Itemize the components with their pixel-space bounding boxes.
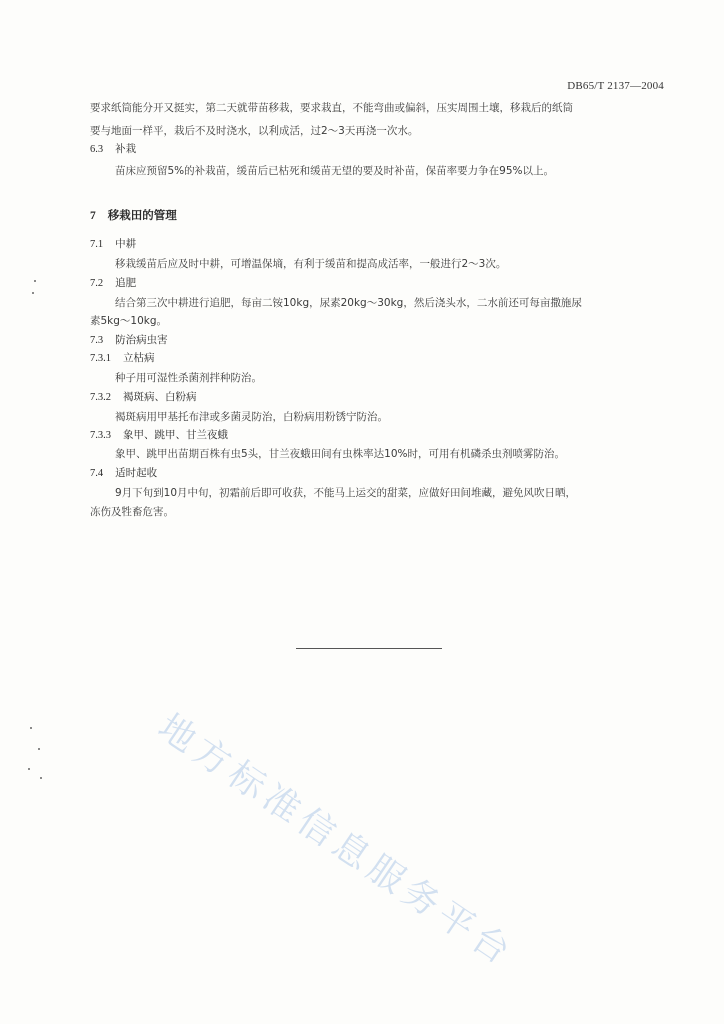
body-text-line: 种子用可湿性杀菌剂拌种防治。 [115,372,262,384]
section-number: 7 [90,210,96,222]
body-text-line: 冻伤及牲畜危害。 [90,506,174,518]
clause-heading-7-1 [90,237,136,252]
clause-title: 防治病虫害 [115,334,168,346]
clause-heading-7-3-3 [90,428,228,443]
body-text-line: 结合第三次中耕进行追肥，每亩二铵10kg，尿素20kg～30kg，然后浇头水，二水前还可每亩撒施尿 [115,297,582,309]
clause-title: 追肥 [115,277,137,289]
watermark-stamp: 地方标准信息服务平台 [150,706,522,976]
clause-heading-7-3-2 [90,390,197,405]
clause-title: 立枯病 [123,352,155,364]
scan-speck [40,777,42,779]
clause-title: 象甲、跳甲、甘兰夜蛾 [123,429,228,441]
body-text-line: 苗床应预留5%的补栽苗，缓苗后已枯死和缓苗无望的要及时补苗，保苗率要力争在95%以上。 [115,165,554,177]
clause-number: 7.3.1 [90,353,111,364]
scan-speck [30,727,32,729]
body-text-line: 9月下旬到10月中旬，初霜前后即可收获，不能马上运交的甜菜，应做好田间堆藏，避免风吹日晒， [115,487,577,499]
clause-heading-6-3 [90,142,136,157]
scan-speck [28,768,30,770]
clause-number: 7.3.2 [90,392,111,403]
body-text-line: 要与地面一样平，栽后不及时浇水，以利成活，过2～3天再浇一次水。 [90,125,419,137]
body-text-line: 移栽缓苗后应及时中耕，可增温保墒，有利于缓苗和提高成活率，一般进行2～3次。 [115,258,507,270]
clause-number: 7.2 [90,278,104,289]
clause-heading-7-3-1 [90,351,155,366]
clause-title: 补栽 [115,143,137,155]
scan-speck [38,748,40,750]
clause-heading-7-2 [90,276,136,291]
body-text-line: 要求纸筒能分开又挺实，第二天就带苗移栽，要求栽直，不能弯曲或偏斜，压实周围土壤，移栽后的纸筒 [90,102,573,114]
end-rule [296,648,442,649]
clause-heading-7-3 [90,333,168,348]
clause-title: 中耕 [115,238,137,250]
clause-heading-7-4 [90,466,157,481]
clause-title: 褐斑病、白粉病 [123,391,197,403]
scan-speck [34,280,36,282]
clause-number: 6.3 [90,144,104,155]
standard-code: DB65/T 2137—2004 [567,80,664,92]
section-heading-7 [90,208,177,223]
clause-number: 7.4 [90,468,104,479]
clause-number: 7.3.3 [90,430,111,441]
body-text-line: 素5kg～10kg。 [90,315,168,327]
clause-number: 7.1 [90,239,104,250]
body-text-line: 象甲、跳甲出苗期百株有虫5头，甘兰夜蛾田间有虫株率达10%时，可用有机磷杀虫剂喷雾防治。 [115,448,566,460]
body-text-line: 褐斑病用甲基托布津或多菌灵防治，白粉病用粉锈宁防治。 [115,411,388,423]
clause-number: 7.3 [90,335,104,346]
section-title: 移栽田的管理 [107,208,177,222]
clause-title: 适时起收 [115,467,158,479]
scan-speck [32,292,34,294]
